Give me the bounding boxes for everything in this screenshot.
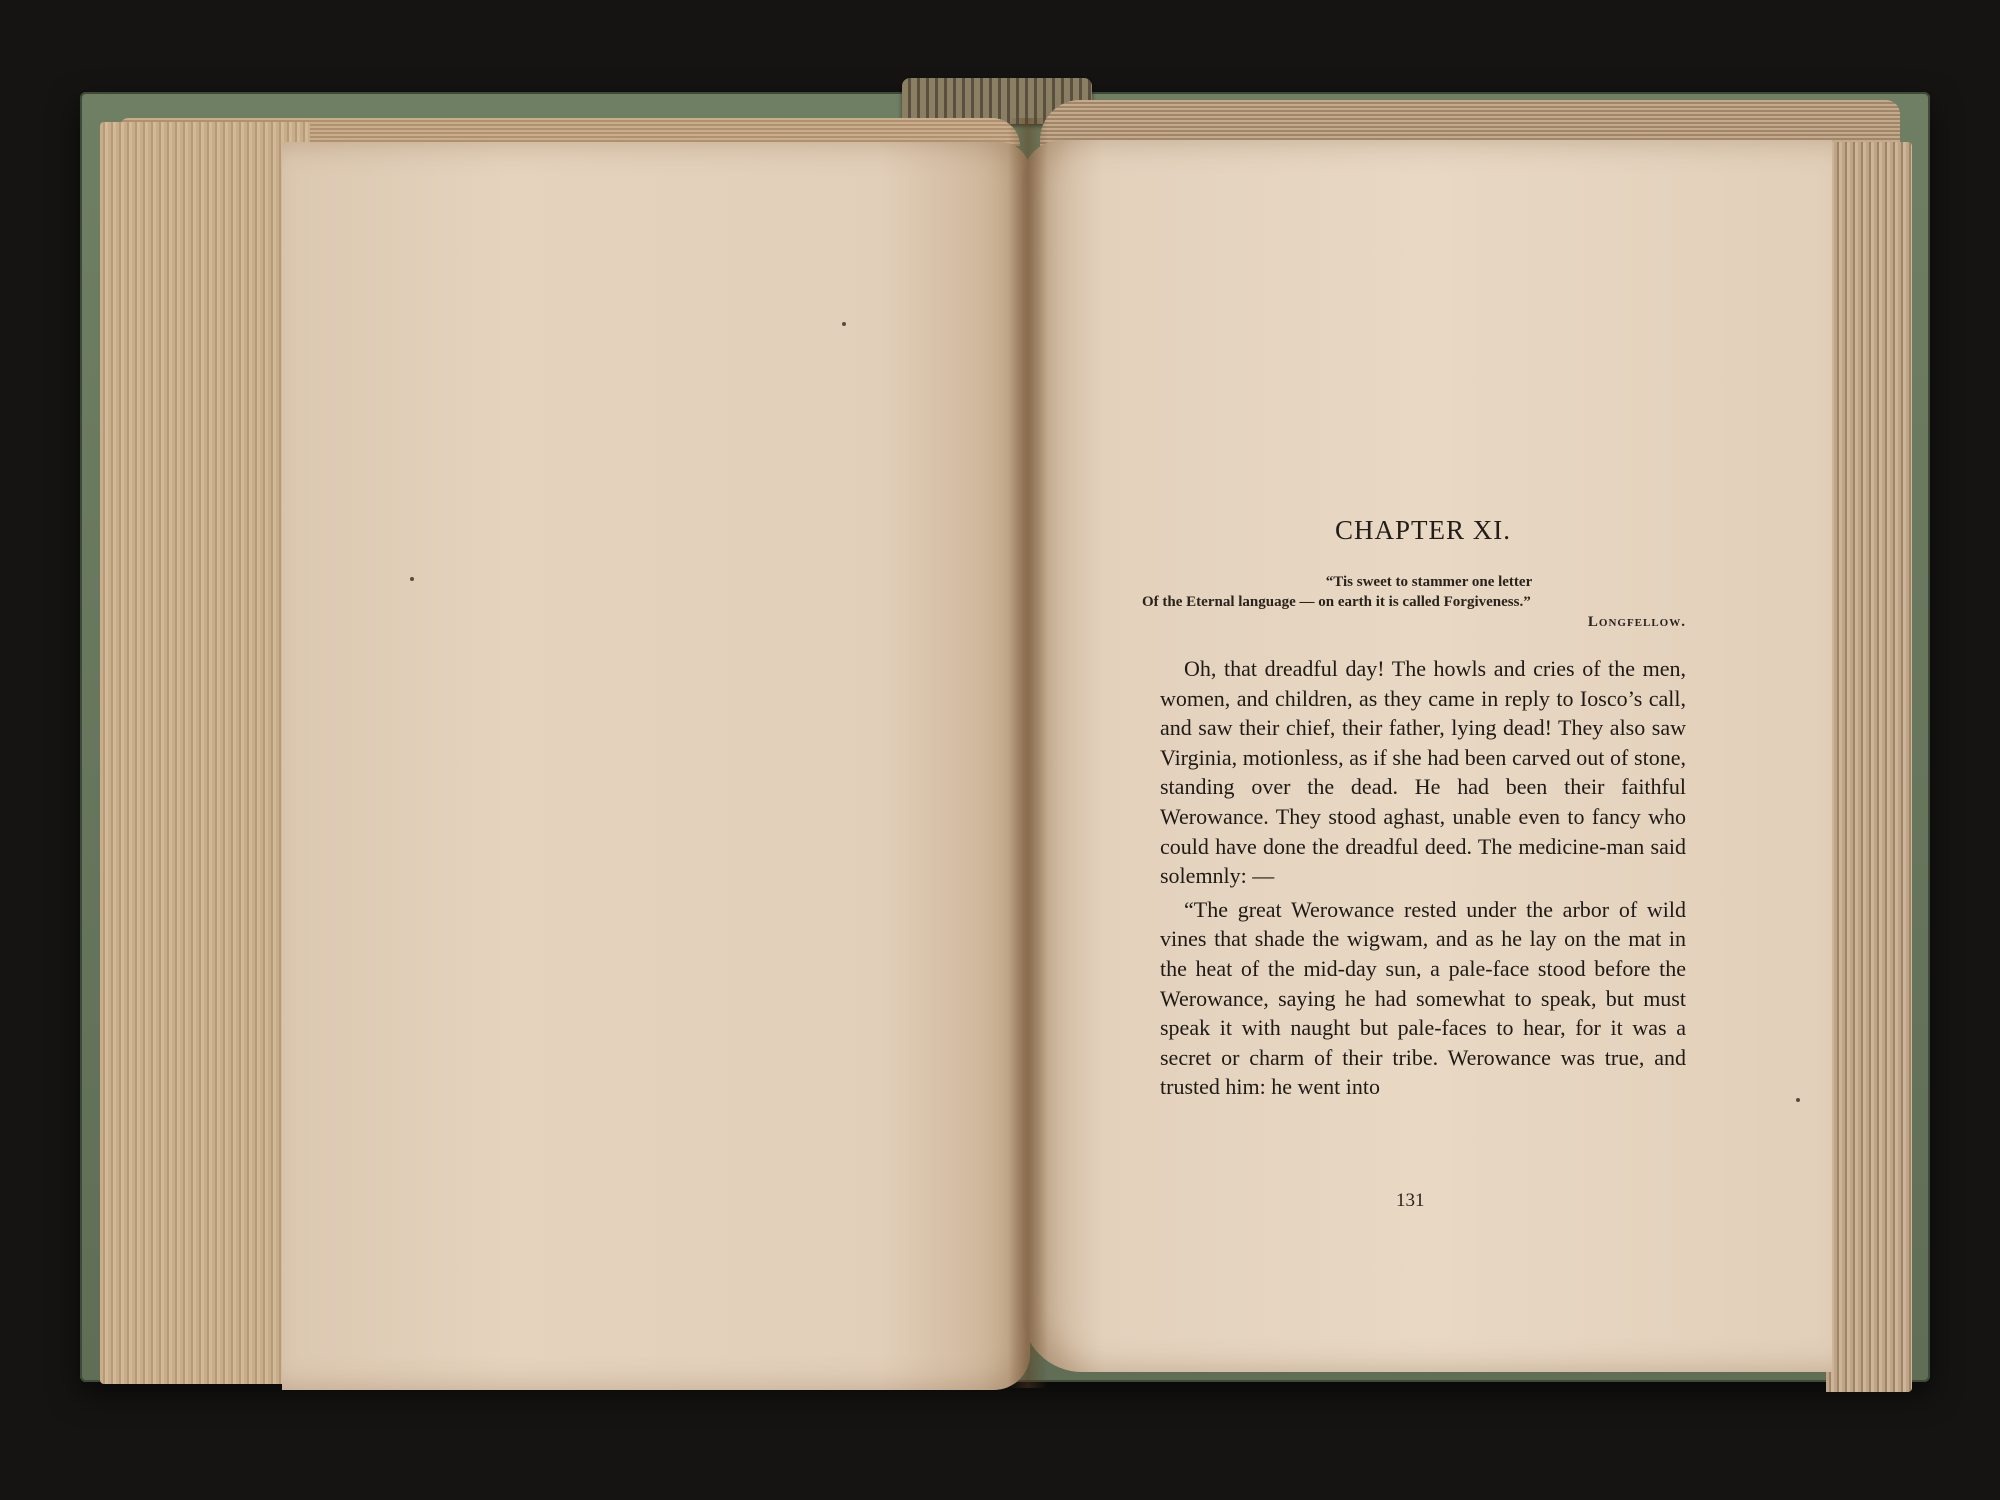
paper-speck — [842, 322, 846, 326]
paragraph: Oh, that dreadful day! The howls and cries of the men, women, and children, as they came in reply to Iosco’s call, and saw their chief, their father, lying dead! They also saw Virginia, motionless, as if she had been carved out of stone, standing over the dead. He had been their faithful Werowance. They stood aghast, unable even to fancy who could have done the dreadful deed. The medicine-man said solemnly: — — [1160, 656, 1686, 889]
left-page-blank — [282, 142, 1030, 1390]
page-number: 131 — [1396, 1190, 1425, 1211]
chapter-body — [1160, 654, 1686, 1102]
paragraph: “The great Werowance rested under the arbor of wild vines that shade the wigwam, and as he lay on the mat in the heat of the mid-day sun, a pale-face stood before the Werowance, saying he had somewhat to speak, but must speak it with naught but pale-faces to hear, for it was a secret or charm of their tribe. Werowance was true, and trusted him: he went into — [1160, 896, 1686, 1100]
paper-speck — [410, 577, 414, 581]
epigraph-line-1: “Tis sweet to stammer one letter — [1325, 574, 1533, 590]
epigraph — [1142, 572, 1686, 632]
paper-speck — [1796, 1098, 1800, 1102]
right-page-edges — [1826, 142, 1912, 1392]
chapter-title: CHAPTER XI. — [1334, 515, 1511, 545]
book-gutter — [1008, 118, 1048, 1388]
epigraph-attribution: Longfellow. — [1587, 614, 1686, 630]
epigraph-line-2: Of the Eternal language — on earth it is called Forgiveness.” — [1142, 594, 1531, 610]
right-page-text — [1142, 515, 1686, 1102]
left-page-edges — [100, 122, 310, 1384]
